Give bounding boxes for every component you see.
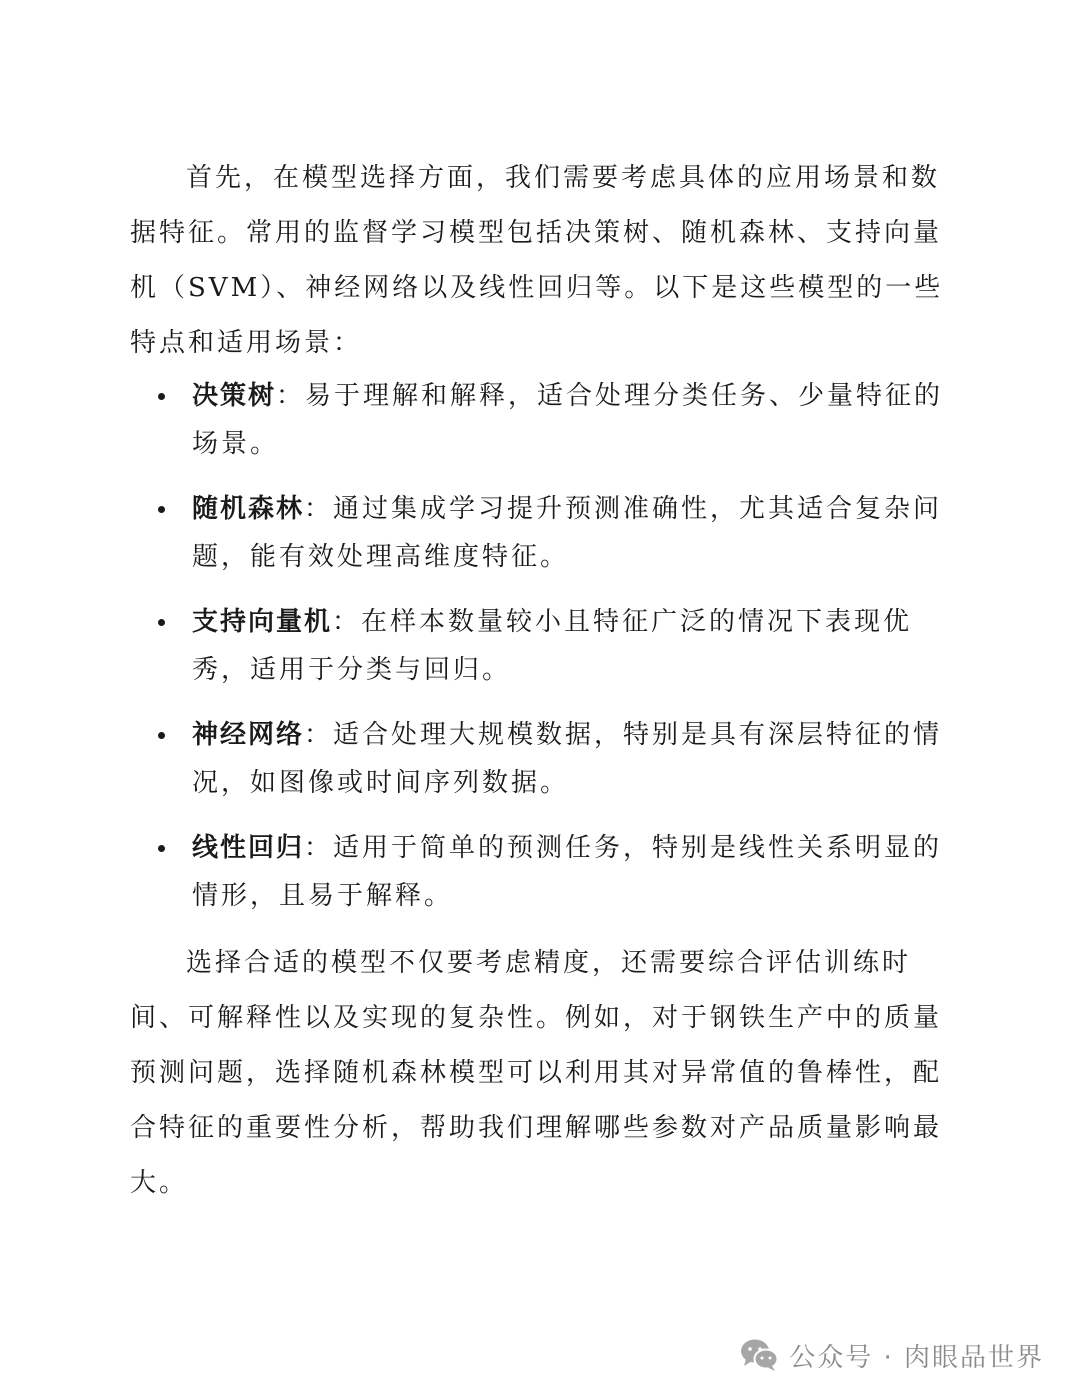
bullet-term: 支持向量机: [192, 607, 333, 637]
model-list: [130, 372, 970, 937]
bullet-icon: [158, 732, 165, 739]
watermark-text: 公众号 · 肉眼品世界: [789, 1342, 1044, 1373]
list-item-neural-network: [130, 711, 970, 807]
bullet-icon: [158, 393, 165, 400]
bullet-separator: ：: [304, 720, 334, 750]
bullet-term: 随机森林: [192, 494, 305, 524]
bullet-description: 适合处理大规模数据，特别是具有深层特征的情况，如图像或时间序列数据。: [192, 720, 943, 798]
bullet-description: 易于理解和解释，适合处理分类任务、少量特征的场景。: [192, 381, 944, 459]
bullet-icon: [158, 619, 165, 626]
intro-paragraph: 首先，在模型选择方面，我们需要考虑具体的应用场景和数据特征。常用的监督学习模型包括决策树、随机森林、支持向量机（SVM）、神经网络以及线性回归等。以下是这些模型的一些特点和适用场景：: [130, 163, 944, 358]
bullet-separator: ：: [304, 494, 334, 524]
wechat-icon: [739, 1337, 779, 1373]
list-item-decision-tree: [130, 372, 970, 468]
bullet-term: 神经网络: [192, 720, 305, 750]
list-item-linear-regression: [130, 824, 970, 920]
wechat-watermark: [739, 1332, 1044, 1378]
list-item-svm: [130, 598, 970, 694]
bullet-description: 在样本数量较小且特征广泛的情况下表现优秀，适用于分类与回归。: [192, 607, 913, 685]
closing-paragraph: 选择合适的模型不仅要考虑精度，还需要综合评估训练时间、可解释性以及实现的复杂性。例如，对于钢铁生产中的质量预测问题，选择随机森林模型可以利用其对异常值的鲁棒性，配合特征的重要性分析，帮助我们理解哪些参数对产品质量影响最大。: [130, 948, 943, 1198]
bullet-term: 决策树: [192, 381, 277, 411]
bullet-description: 适用于简单的预测任务，特别是线性关系明显的情形，且易于解释。: [192, 833, 943, 911]
bullet-separator: ：: [276, 381, 306, 411]
bullet-term: 线性回归: [192, 833, 305, 863]
list-item-random-forest: [130, 485, 970, 581]
bullet-separator: ：: [304, 833, 334, 863]
bullet-icon: [158, 845, 165, 852]
bullet-separator: ：: [332, 607, 362, 637]
bullet-description: 通过集成学习提升预测准确性，尤其适合复杂问题，能有效处理高维度特征。: [192, 494, 943, 572]
bullet-icon: [158, 506, 165, 513]
